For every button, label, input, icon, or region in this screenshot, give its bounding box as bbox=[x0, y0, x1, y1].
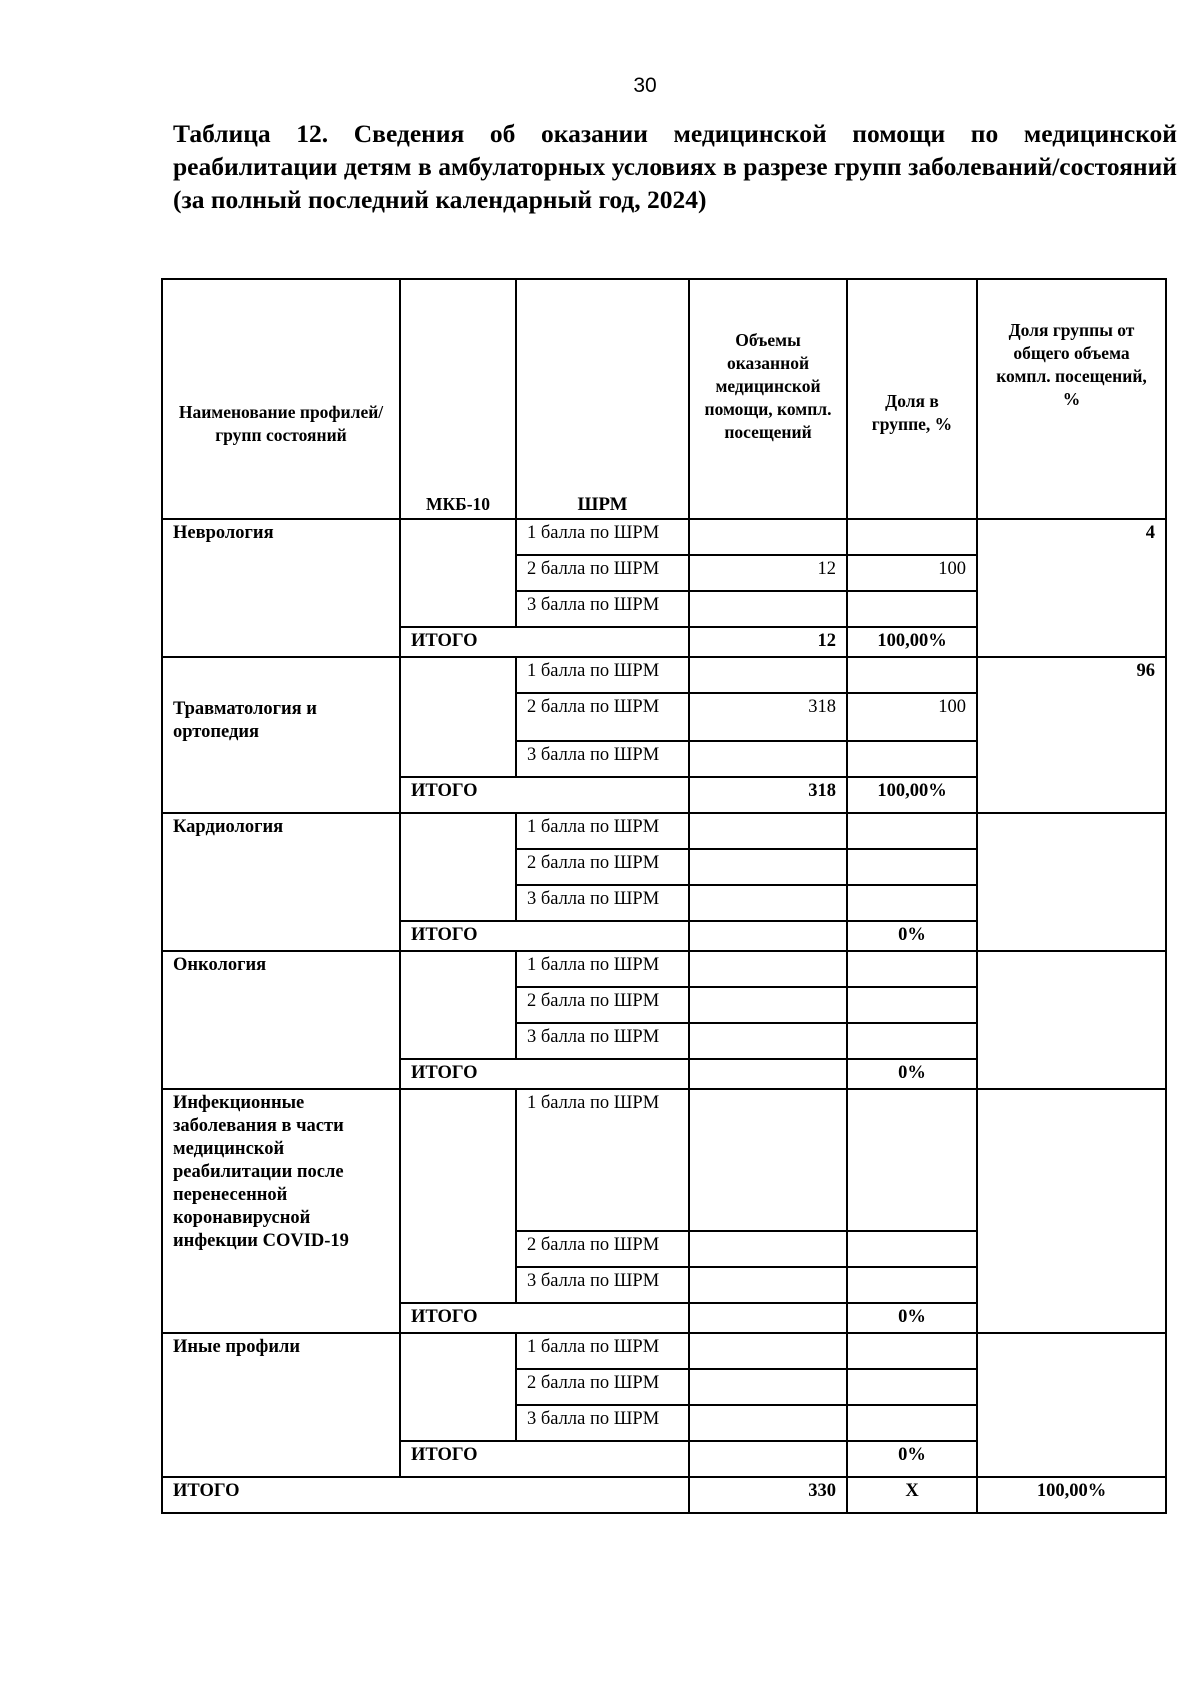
volume-cell bbox=[689, 1333, 847, 1369]
share-in-group-cell bbox=[847, 741, 977, 777]
volume-cell bbox=[689, 1405, 847, 1441]
header-row bbox=[162, 279, 1166, 519]
scale-label: 2 балла по ШРМ bbox=[516, 849, 689, 885]
scale-label: 3 балла по ШРМ bbox=[516, 1267, 689, 1303]
share-in-group-cell: 100 bbox=[847, 555, 977, 591]
table-row bbox=[162, 657, 1166, 693]
volume-cell bbox=[689, 1231, 847, 1267]
share-in-group-cell: 100 bbox=[847, 693, 977, 741]
share-of-total-cell: 4 bbox=[977, 519, 1166, 657]
scale-label: 3 балла по ШРМ bbox=[516, 591, 689, 627]
scale-label: 2 балла по ШРМ bbox=[516, 1231, 689, 1267]
volume-cell bbox=[689, 885, 847, 921]
group-name: Онкология bbox=[162, 951, 400, 1089]
total-share-cell: 0% bbox=[847, 1059, 977, 1089]
grand-total-label: ИТОГО bbox=[162, 1477, 689, 1513]
share-of-total-cell bbox=[977, 1089, 1166, 1333]
share-in-group-cell bbox=[847, 1231, 977, 1267]
header-shrm: ШРМ bbox=[516, 279, 689, 519]
share-of-total-cell: 96 bbox=[977, 657, 1166, 813]
page-number: 30 bbox=[633, 74, 657, 97]
volume-cell: 318 bbox=[689, 693, 847, 741]
share-in-group-cell bbox=[847, 1089, 977, 1231]
total-label: ИТОГО bbox=[400, 777, 689, 813]
scale-label: 3 балла по ШРМ bbox=[516, 741, 689, 777]
share-of-total-cell bbox=[977, 951, 1166, 1089]
table-row bbox=[162, 813, 1166, 849]
share-in-group-cell bbox=[847, 849, 977, 885]
table-row bbox=[162, 519, 1166, 555]
volume-cell bbox=[689, 657, 847, 693]
table-row bbox=[162, 951, 1166, 987]
share-in-group-cell bbox=[847, 813, 977, 849]
header-share-in-group: Доля в группе, % bbox=[847, 279, 977, 519]
group-name: Инфекционные заболевания в части медицинской реабилитации после перенесенной коронавирусной инфекции COVID-19 bbox=[162, 1089, 400, 1333]
total-share-cell: 0% bbox=[847, 1441, 977, 1477]
volume-cell bbox=[689, 519, 847, 555]
header-volume: Объемы оказанной медицинской помощи, компл. посещений bbox=[689, 279, 847, 519]
scale-label: 2 балла по ШРМ bbox=[516, 693, 689, 741]
grand-total-row bbox=[162, 1477, 1166, 1513]
total-share-cell: 0% bbox=[847, 921, 977, 951]
share-in-group-cell bbox=[847, 951, 977, 987]
total-volume-cell bbox=[689, 1441, 847, 1477]
volume-cell bbox=[689, 1089, 847, 1231]
group-name: Иные профили bbox=[162, 1333, 400, 1477]
mkb-cell bbox=[400, 1089, 516, 1303]
mkb-cell bbox=[400, 813, 516, 921]
total-volume-cell bbox=[689, 1059, 847, 1089]
group-name: Кардиология bbox=[162, 813, 400, 951]
scale-label: 1 балла по ШРМ bbox=[516, 519, 689, 555]
share-in-group-cell bbox=[847, 987, 977, 1023]
share-in-group-cell bbox=[847, 1405, 977, 1441]
table-row bbox=[162, 1333, 1166, 1369]
share-in-group-cell bbox=[847, 591, 977, 627]
rehabilitation-table bbox=[161, 278, 1167, 1514]
share-in-group-cell bbox=[847, 519, 977, 555]
scale-label: 2 балла по ШРМ bbox=[516, 987, 689, 1023]
total-volume-cell: 12 bbox=[689, 627, 847, 657]
scale-label: 1 балла по ШРМ bbox=[516, 1089, 689, 1231]
scale-label: 1 балла по ШРМ bbox=[516, 657, 689, 693]
scale-label: 3 балла по ШРМ bbox=[516, 1023, 689, 1059]
volume-cell bbox=[689, 849, 847, 885]
grand-total-share-in-group: Х bbox=[847, 1477, 977, 1513]
table-title: Таблица 12. Сведения об оказании медицинской помощи по медицинской реабилитации детям в амбулаторных условиях в разрезе групп заболеваний/состояний (за полный последний календарный год, 2024) bbox=[173, 119, 1177, 214]
volume-cell bbox=[689, 741, 847, 777]
total-label: ИТОГО bbox=[400, 627, 689, 657]
header-profile: Наименование профилей/групп состояний bbox=[162, 279, 400, 519]
scale-label: 3 балла по ШРМ bbox=[516, 1405, 689, 1441]
volume-cell bbox=[689, 813, 847, 849]
volume-cell bbox=[689, 987, 847, 1023]
share-of-total-cell bbox=[977, 813, 1166, 951]
volume-cell bbox=[689, 1267, 847, 1303]
total-label: ИТОГО bbox=[400, 1303, 689, 1333]
share-in-group-cell bbox=[847, 885, 977, 921]
scale-label: 1 балла по ШРМ bbox=[516, 813, 689, 849]
volume-cell: 12 bbox=[689, 555, 847, 591]
mkb-cell bbox=[400, 1333, 516, 1441]
group-name: Неврология bbox=[162, 519, 400, 657]
share-in-group-cell bbox=[847, 1267, 977, 1303]
volume-cell bbox=[689, 951, 847, 987]
total-label: ИТОГО bbox=[400, 921, 689, 951]
volume-cell bbox=[689, 1369, 847, 1405]
total-volume-cell bbox=[689, 1303, 847, 1333]
total-volume-cell: 318 bbox=[689, 777, 847, 813]
scale-label: 1 балла по ШРМ bbox=[516, 1333, 689, 1369]
total-share-cell: 100,00% bbox=[847, 777, 977, 813]
mkb-cell bbox=[400, 519, 516, 627]
share-in-group-cell bbox=[847, 1369, 977, 1405]
volume-cell bbox=[689, 591, 847, 627]
volume-cell bbox=[689, 1023, 847, 1059]
scale-label: 2 балла по ШРМ bbox=[516, 555, 689, 591]
group-name: Травматология и ортопедия bbox=[162, 657, 400, 813]
scale-label: 2 балла по ШРМ bbox=[516, 1369, 689, 1405]
scale-label: 3 балла по ШРМ bbox=[516, 885, 689, 921]
mkb-cell bbox=[400, 951, 516, 1059]
share-in-group-cell bbox=[847, 657, 977, 693]
total-volume-cell bbox=[689, 921, 847, 951]
grand-total-volume: 330 bbox=[689, 1477, 847, 1513]
mkb-cell bbox=[400, 657, 516, 777]
total-label: ИТОГО bbox=[400, 1059, 689, 1089]
share-in-group-cell bbox=[847, 1333, 977, 1369]
total-label: ИТОГО bbox=[400, 1441, 689, 1477]
total-share-cell: 100,00% bbox=[847, 627, 977, 657]
share-of-total-cell bbox=[977, 1333, 1166, 1477]
grand-total-share-of-total: 100,00% bbox=[977, 1477, 1166, 1513]
scale-label: 1 балла по ШРМ bbox=[516, 951, 689, 987]
table-row bbox=[162, 1089, 1166, 1231]
header-mkb: МКБ-10 bbox=[400, 279, 516, 519]
share-in-group-cell bbox=[847, 1023, 977, 1059]
total-share-cell: 0% bbox=[847, 1303, 977, 1333]
header-share-of-total: Доля группы от общего объема компл. посещений, % bbox=[977, 279, 1166, 519]
